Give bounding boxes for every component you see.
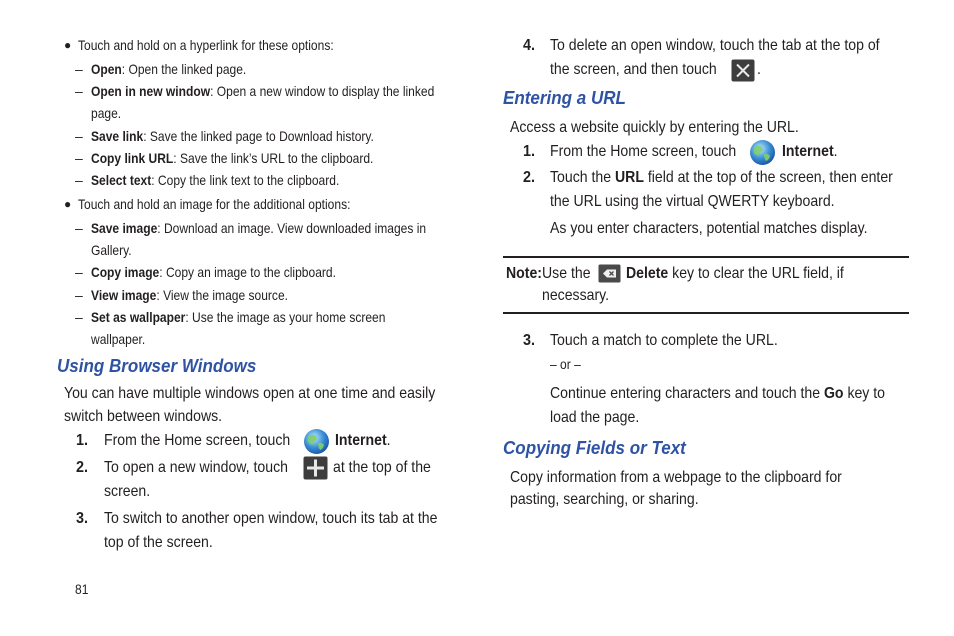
url-step-3-continuation: load the page. (550, 409, 640, 426)
dash: – (75, 264, 83, 280)
url-step-3-text: Touch a match to complete the URL. (550, 332, 778, 349)
internet-globe-icon (749, 139, 776, 166)
section-heading-entering-a-url: Entering a URL (503, 87, 626, 108)
dash: – (75, 128, 83, 144)
step-2-text: To open a new window, touch (104, 459, 288, 476)
dash: – (75, 287, 83, 303)
url-step-3-alt: Continue entering characters and touch the Go key to (550, 385, 886, 402)
entering-intro: Access a website quickly by entering the URL. (510, 119, 799, 136)
bullet: ● (64, 38, 72, 52)
internet-globe-icon (303, 428, 330, 455)
note-text: Use the (542, 265, 591, 282)
hyperlink-intro: Touch and hold on a hyperlink for these options: (78, 37, 334, 53)
dash: – (75, 220, 83, 236)
option-copy-image: Copy image: Copy an image to the clipboard. (91, 264, 336, 280)
option-save-image: Save image: Download an image. View downloaded images in (91, 220, 427, 236)
dash: – (75, 83, 83, 99)
using-intro-line: You can have multiple windows open at one time and easily (64, 385, 436, 402)
step-number: 3. (76, 510, 89, 527)
step-number: 2. (76, 459, 89, 476)
step-3-text: To switch to another open window, touch its tab at the (104, 510, 438, 527)
option-open: Open: Open the linked page. (91, 61, 247, 77)
option-continuation: Gallery. (91, 242, 132, 258)
or-separator: – or – (550, 356, 581, 372)
option-continuation: page. (91, 105, 122, 121)
image-intro: Touch and hold an image for the additional options: (78, 196, 351, 212)
using-intro-line: switch between windows. (64, 408, 223, 425)
step-1-text: From the Home screen, touch (104, 432, 291, 449)
option-select-text: Select text: Copy the link text to the clipboard. (91, 172, 340, 188)
step-4-text: To delete an open window, touch the tab at the top of (550, 37, 880, 54)
section-heading-copying-fields: Copying Fields or Text (503, 437, 686, 458)
note-top-rule (503, 256, 909, 258)
copying-intro: Copy information from a webpage to the clipboard for (510, 469, 842, 486)
step-1-app-name: Internet. (335, 432, 391, 449)
option-copy-link-url: Copy link URL: Save the link’s URL to the clipboard. (91, 150, 374, 166)
page-number: 81 (75, 581, 89, 597)
close-window-x-icon (731, 59, 755, 82)
step-3-continuation: top of the screen. (104, 534, 213, 551)
section-heading-using-browser-windows: Using Browser Windows (57, 355, 257, 376)
url-step-2-matches: As you enter characters, potential matches display. (550, 220, 868, 237)
dash: – (75, 309, 83, 325)
delete-key-icon (598, 264, 621, 283)
option-open-new-window: Open in new window: Open a new window to display the linked (91, 83, 435, 99)
option-continuation: wallpaper. (91, 331, 146, 347)
dash: – (75, 172, 83, 188)
option-set-as-wallpaper: Set as wallpaper: Use the image as your home screen (91, 309, 386, 325)
step-number: 2. (523, 169, 536, 186)
option-view-image: View image: View the image source. (91, 287, 288, 303)
url-step-2-text: Touch the URL field at the top of the screen, then enter (550, 169, 893, 186)
new-window-plus-icon (303, 456, 328, 480)
step-4-continuation: the screen, and then touch (550, 61, 717, 78)
dash: – (75, 150, 83, 166)
note-label: Note: (506, 265, 542, 282)
note-continuation: necessary. (542, 287, 610, 304)
step-2-text-end: at the top of the (333, 459, 431, 476)
note-bottom-rule (503, 312, 909, 314)
option-save-link: Save link: Save the linked page to Download history. (91, 128, 374, 144)
url-step-2-continuation: the URL using the virtual QWERTY keyboard. (550, 193, 835, 210)
copying-intro: pasting, searching, or sharing. (510, 491, 699, 508)
note-text-end: Delete key to clear the URL field, if (626, 265, 844, 282)
bullet: ● (64, 197, 72, 211)
step-number: 1. (523, 143, 536, 160)
url-step-1-text: From the Home screen, touch (550, 143, 737, 160)
step-2-continuation: screen. (104, 483, 151, 500)
dash: – (75, 61, 83, 77)
step-number: 1. (76, 432, 89, 449)
step-4-period: . (757, 61, 761, 78)
step-number: 4. (523, 37, 536, 54)
url-step-1-app-name: Internet. (782, 143, 838, 160)
step-number: 3. (523, 332, 536, 349)
